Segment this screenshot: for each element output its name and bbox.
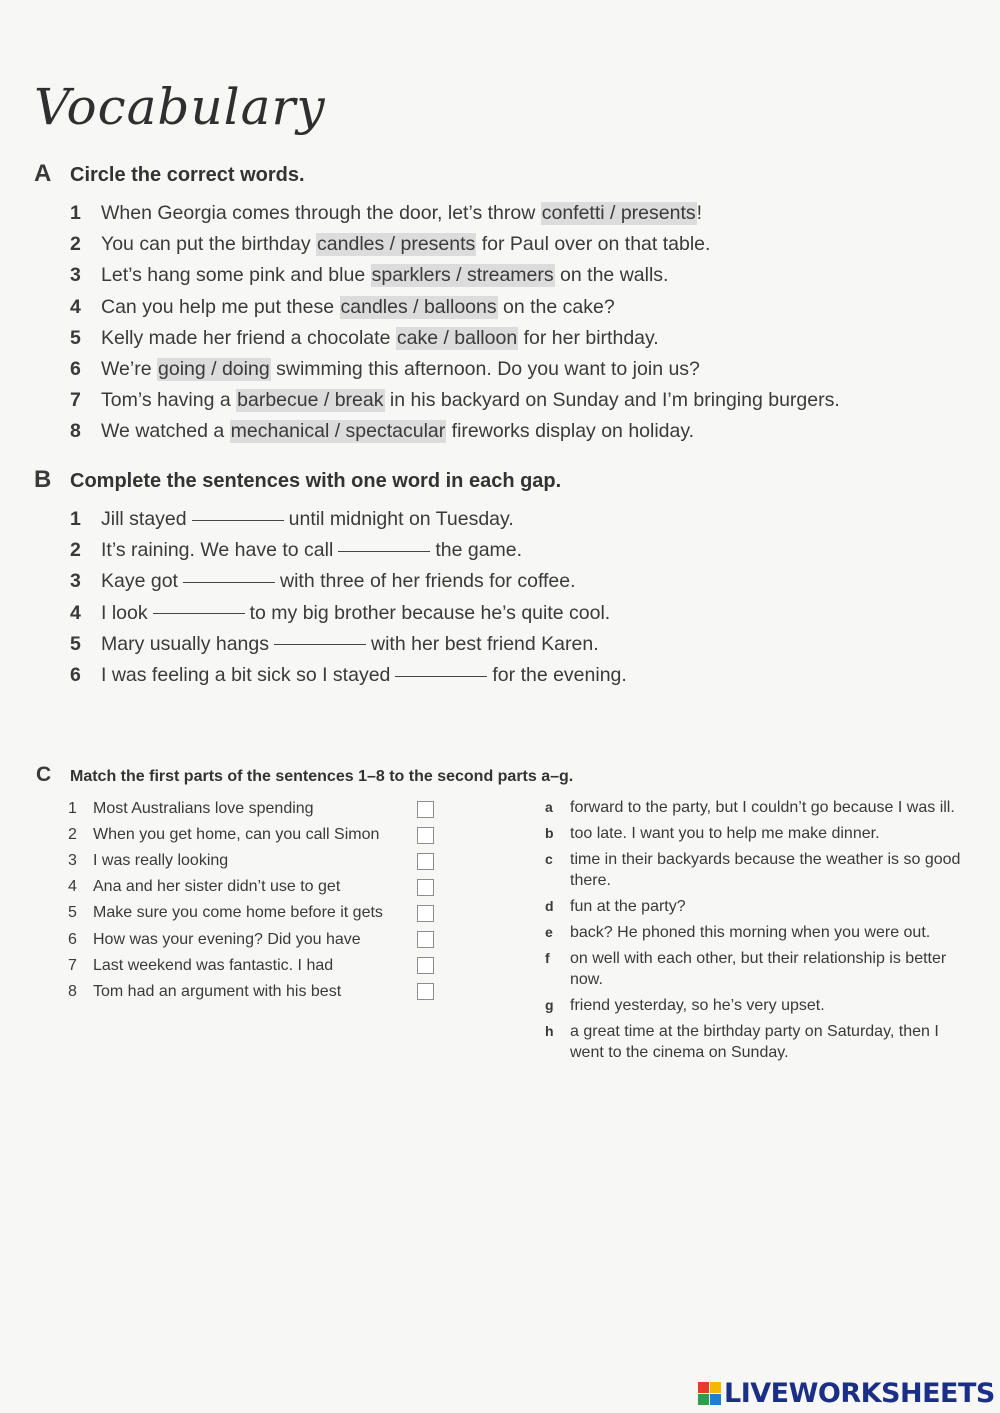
sentence-start: Tom’s having a (101, 389, 237, 412)
item-number: 1 (68, 800, 77, 818)
list-item (68, 874, 434, 900)
sentence-start: Kelly made her friend a chocolate (101, 326, 396, 349)
sentence-starts-list (68, 796, 434, 1005)
sentence-start: How was your evening? Did you have (93, 930, 361, 948)
item-number: 6 (70, 664, 81, 687)
item-number: 4 (68, 878, 77, 896)
section-instruction: Circle the correct words. (70, 164, 305, 186)
sentence-end: on the walls. (554, 264, 669, 287)
list-item (68, 822, 434, 848)
list-item (70, 292, 840, 323)
item-number: 2 (68, 826, 77, 844)
sentence-start: Jill stayed (101, 508, 187, 531)
sentence-start: Last weekend was fantastic. I had (93, 956, 334, 974)
item-number: 5 (68, 904, 77, 922)
answer-gap[interactable] (338, 550, 430, 552)
item-number: 4 (70, 601, 81, 624)
list-item (68, 926, 434, 952)
sentence-ending: time in their backyards because the weather is so good there. (570, 851, 961, 889)
answer-box[interactable] (417, 879, 434, 896)
answer-box[interactable] (417, 931, 434, 948)
sentence-start: You can put the birthday (101, 233, 317, 256)
page-title: Vocabulary (34, 78, 326, 136)
word-choice[interactable]: barbecue / break (237, 389, 384, 412)
list-item (545, 1021, 975, 1063)
sentence-ending: fun at the party? (570, 898, 686, 915)
item-letter: c (545, 851, 553, 867)
list-item (70, 385, 840, 416)
section-b-list (70, 504, 627, 691)
section-c-heading (36, 763, 573, 787)
item-number: 8 (68, 982, 77, 1000)
word-choice[interactable]: going / doing (158, 358, 270, 381)
sentence-end: for her birthday. (518, 326, 659, 349)
sentence-start: Ana and her sister didn’t use to get (93, 878, 341, 896)
sentence-end: swimming this afternoon. Do you want to join us? (270, 358, 700, 381)
item-letter: f (545, 950, 550, 966)
sentence-ending: back? He phoned this morning when you were out. (570, 924, 931, 941)
sentence-start: I was really looking (93, 852, 229, 870)
list-item (68, 953, 434, 979)
list-item (70, 566, 627, 597)
item-number: 6 (70, 358, 81, 381)
logo-text: LIVEWORKSHEETS (724, 1378, 995, 1409)
section-letter: B (34, 466, 52, 493)
logo-square (698, 1382, 709, 1393)
sentence-start: Tom had an argument with his best (93, 982, 342, 1000)
list-item (70, 504, 627, 535)
sentence-end: with her best friend Karen. (371, 632, 599, 655)
sentence-ending: a great time at the birthday party on Saturday, then I went to the cinema on Sunday. (570, 1023, 939, 1061)
sentence-end: with three of her friends for coffee. (279, 570, 576, 593)
logo-square (710, 1394, 721, 1405)
sentence-end: for Paul over on that table. (476, 233, 711, 256)
item-letter: h (545, 1023, 554, 1039)
sentence-start: When Georgia comes through the door, let’s throw (101, 202, 541, 225)
sentence-start: Make sure you come home before it gets (93, 904, 383, 922)
sentence-start: When you get home, can you call Simon (93, 826, 380, 844)
sentence-end: the game. (435, 539, 523, 562)
item-number: 7 (70, 389, 81, 412)
sentence-end: fireworks display on holiday. (446, 420, 695, 443)
item-number: 5 (70, 326, 81, 349)
sentence-end: on the cake? (497, 295, 615, 318)
list-item (70, 535, 627, 566)
list-item (70, 416, 840, 447)
sentence-start: We’re (101, 358, 157, 381)
sentence-start: We watched a (101, 420, 230, 443)
list-item (70, 660, 627, 691)
sentence-start: I was feeling a bit sick so I stayed (101, 664, 391, 687)
sentence-endings-list (545, 797, 975, 1068)
answer-gap[interactable] (274, 643, 366, 645)
item-number: 8 (70, 420, 81, 443)
item-number: 3 (70, 264, 81, 287)
sentence-start: Most Australians love spending (93, 800, 314, 818)
logo-grid-icon (698, 1382, 721, 1405)
item-letter: e (545, 924, 553, 940)
item-number: 3 (70, 570, 81, 593)
list-item (70, 260, 840, 291)
list-item (68, 900, 434, 926)
item-letter: b (545, 825, 554, 841)
item-letter: g (545, 997, 554, 1013)
item-letter: d (545, 898, 554, 914)
answer-box[interactable] (417, 983, 434, 1000)
answer-box[interactable] (417, 827, 434, 844)
item-number: 2 (70, 539, 81, 562)
list-item (68, 979, 434, 1005)
item-letter: a (545, 799, 553, 815)
item-number: 1 (70, 508, 81, 531)
word-choice[interactable]: confetti / presents (541, 202, 696, 225)
list-item (68, 848, 434, 874)
answer-box[interactable] (417, 853, 434, 870)
item-number: 7 (68, 956, 77, 974)
section-instruction: Complete the sentences with one word in each gap. (70, 470, 562, 492)
list-item (545, 948, 975, 990)
sentence-end: until midnight on Tuesday. (288, 508, 514, 531)
section-a-heading (34, 160, 305, 188)
logo-square (698, 1394, 709, 1405)
sentence-end: in his backyard on Sunday and I’m bringing burgers. (384, 389, 840, 412)
list-item (70, 323, 840, 354)
answer-gap[interactable] (153, 612, 245, 614)
list-item (68, 796, 434, 822)
sentence-ending: too late. I want you to help me make dinner. (570, 825, 880, 842)
item-number: 3 (68, 852, 77, 870)
sentence-start: I look (101, 601, 148, 624)
word-choice[interactable]: candles / balloons (340, 295, 497, 318)
section-instruction: Match the first parts of the sentences 1–8 to the second parts a–g. (70, 768, 574, 785)
list-item (70, 598, 627, 629)
sentence-start: Kaye got (101, 570, 178, 593)
list-item (70, 229, 840, 260)
sentence-ending: friend yesterday, so he’s very upset. (570, 997, 825, 1014)
answer-gap[interactable] (183, 581, 275, 583)
list-item (70, 629, 627, 660)
answer-box[interactable] (417, 957, 434, 974)
liveworksheets-logo (698, 1378, 995, 1409)
word-choice[interactable]: cake / balloon (396, 326, 518, 349)
section-a-list (70, 198, 840, 448)
item-number: 1 (70, 202, 81, 225)
sentence-end: ! (696, 202, 703, 225)
list-item (545, 797, 975, 818)
word-choice[interactable]: sparklers / streamers (371, 264, 554, 287)
answer-box[interactable] (417, 801, 434, 818)
list-item (545, 896, 975, 917)
item-number: 5 (70, 632, 81, 655)
logo-square (710, 1382, 721, 1393)
list-item (545, 849, 975, 891)
sentence-end: for the evening. (492, 664, 627, 687)
list-item (545, 995, 975, 1016)
answer-gap[interactable] (395, 675, 487, 677)
item-number: 4 (70, 295, 81, 318)
section-letter: A (34, 160, 52, 187)
section-b-heading (34, 466, 561, 494)
sentence-start: Can you help me put these (101, 295, 340, 318)
list-item (70, 354, 840, 385)
sentence-start: Mary usually hangs (101, 632, 269, 655)
item-number: 6 (68, 930, 77, 948)
answer-box[interactable] (417, 905, 434, 922)
word-choice[interactable]: mechanical / spectacular (230, 420, 446, 443)
sentence-ending: on well with each other, but their relationship is better now. (570, 950, 947, 988)
sentence-start: It’s raining. We have to call (101, 539, 334, 562)
sentence-start: Let’s hang some pink and blue (101, 264, 371, 287)
item-number: 2 (70, 233, 81, 256)
sentence-ending: forward to the party, but I couldn’t go because I was ill. (570, 799, 955, 816)
list-item (70, 198, 840, 229)
word-choice[interactable]: candles / presents (317, 233, 476, 256)
sentence-end: to my big brother because he’s quite cool. (249, 601, 611, 624)
list-item (545, 823, 975, 844)
answer-gap[interactable] (192, 519, 284, 521)
list-item (545, 922, 975, 943)
section-letter: C (36, 763, 52, 786)
